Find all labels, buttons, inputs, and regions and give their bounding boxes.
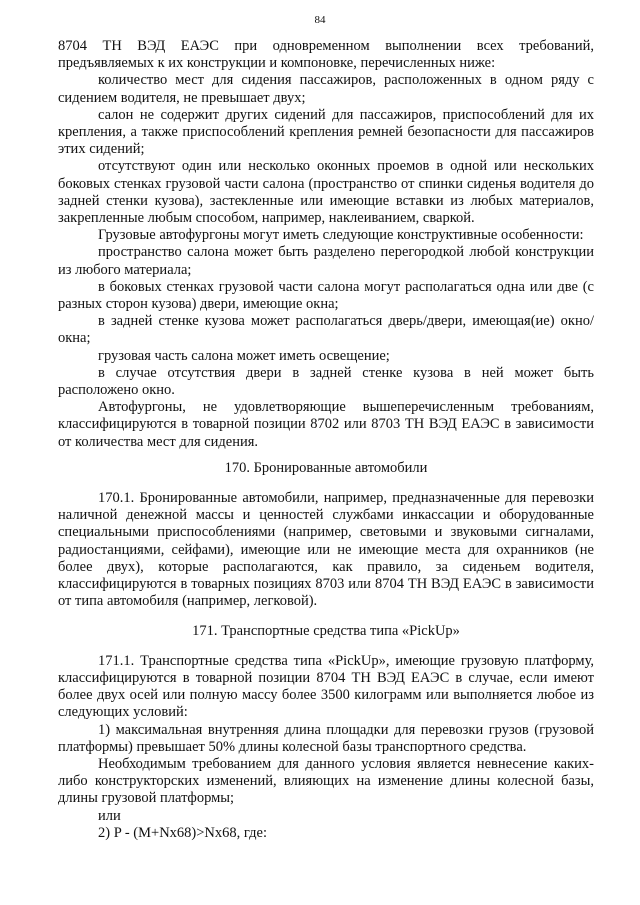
- paragraph: в задней стенке кузова может располагаться дверь/двери, имеющая(ие) окно/окна;: [58, 313, 594, 347]
- paragraph: салон не содержит других сидений для пассажиров, приспособлений для их крепления, а также приспособлений крепления ремней безопасности для пассажиров этих сидений;: [58, 106, 594, 158]
- paragraph: 170.1. Бронированные автомобили, например, предназначенные для перевозки наличной денежной массы и ценностей службами инкассации и оборудованные специальными приспособлениями (например, световыми и звуковыми сигналами, радиостанциями, сейфами), имеющие или не имеющие места для охранников (не более двух), которые располагаются, как правило, за сиденьем водителя, классифицируются в товарных позициях 8703 или 8704 ТН ВЭД ЕАЭС в зависимости от типа автомобиля (например, легковой).: [58, 490, 594, 610]
- paragraph: 8704 ТН ВЭД ЕАЭС при одновременном выполнении всех требований, предъявляемых к их конструкции и компоновке, перечисленных ниже:: [58, 38, 594, 72]
- paragraph: в случае отсутствия двери в задней стенке кузова в ней может быть расположено окно.: [58, 364, 594, 399]
- paragraph: 1) максимальная внутренняя длина площадки для перевозки грузов (грузовой платформы) превышает 50% длины колесной базы транспортного средства.: [58, 721, 594, 755]
- paragraph: отсутствуют один или несколько оконных проемов в одной или нескольких боковых стенках грузовой части салона (пространство от спинки сиденья водителя до задней стенки кузова), застекленные или имеющие вставки из любых материалов, закрепленные любым способом, например, наклеиванием, сваркой.: [58, 158, 594, 227]
- paragraph: в боковых стенках грузовой части салона могут располагаться одна или две (с разных сторон кузова) двери, имеющие окна;: [58, 278, 594, 313]
- paragraph: 2) P - (M+Nx68)>Nx68, где:: [98, 824, 267, 841]
- paragraph: Автофургоны, не удовлетворяющие вышеперечисленным требованиям, классифицируются в товарной позиции 8702 или 8703 ТН ВЭД ЕАЭС в зависимости от количества мест для сидения.: [58, 399, 594, 450]
- paragraph: или: [98, 807, 121, 824]
- paragraph: количество мест для сидения пассажиров, расположенных в одном ряду с сидением водителя, не превышает двух;: [58, 72, 594, 106]
- document-body: [58, 38, 594, 842]
- section-heading-170: 170. Бронированные автомобили: [224, 459, 428, 476]
- paragraph: пространство салона может быть разделено перегородкой любой конструкции из любого материала;: [58, 244, 594, 278]
- paragraph: Необходимым требованием для данного условия является невнесение каких-либо конструкторских изменений, влияющих на изменение длины колесной базы, длины грузовой платформы;: [58, 755, 594, 807]
- paragraph: Грузовые автофургоны могут иметь следующие конструктивные особенности:: [98, 227, 584, 244]
- paragraph: грузовая часть салона может иметь освещение;: [98, 347, 390, 364]
- paragraph: 171.1. Транспортные средства типа «PickUp», имеющие грузовую платформу, классифицируются в товарной позиции 8704 ТН ВЭД ЕАЭС в случае, если имеют более двух осей или полную массу более 3500 килограмм или выполняется любое из следующих условий:: [58, 652, 594, 721]
- section-heading-171: 171. Транспортные средства типа «PickUp»: [192, 622, 460, 639]
- page-number: 84: [314, 14, 326, 26]
